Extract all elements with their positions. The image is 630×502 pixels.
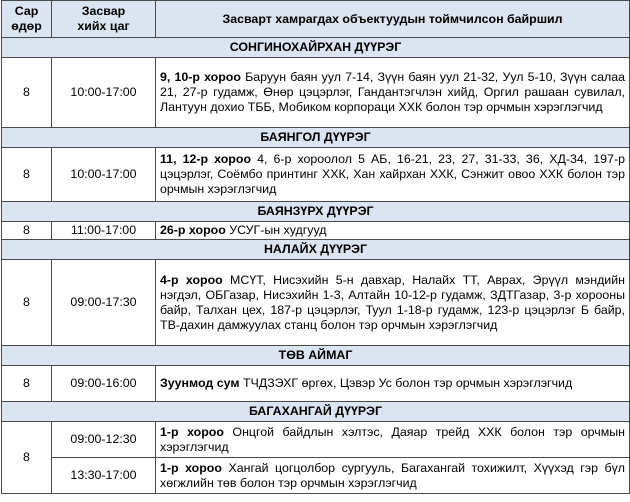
district-row — [2, 128, 630, 148]
district-name: БАЯНГОЛ ДҮҮРЭГ — [2, 128, 630, 148]
location-text: МСҮТ, Нисэхийн 5-н давхар, Налайх ТТ, Аврах, Эрүүл мэндийн нэгдэл, ОБГазар, Нисэхийн 1-3, Алтайн 10-12-р гудамж, ЗДТГазар, 3-р хорооны байр, Талхан цех, 187-р цэцэрлэг, Туул 1-18-р гудамж, 123-р цэцэрлэг Б байр, ТВ-дахин дамжуулах станц болон тэр орчмын хэрэглэгчид — [160, 272, 625, 332]
khoroo-label: 1-р хороо — [160, 424, 224, 439]
khoroo-label: 9, 10-р хороо — [160, 70, 241, 84]
day-cell: 8 — [2, 422, 52, 494]
table-row — [2, 58, 630, 128]
time-cell: 13:30-17:00 — [52, 458, 156, 494]
day-cell: 8 — [2, 222, 52, 240]
location-text: УСУГ-ын худгууд — [225, 223, 327, 237]
location-text: ТЧДЗЭХГ өргөх, Цэвэр Ус болон тэр орчмын хэрэглэгчид — [239, 376, 573, 390]
table-row — [2, 422, 630, 458]
district-name: БАЯНЗҮРХ ДҮҮРЭГ — [2, 202, 630, 222]
time-cell: 11:00-17:00 — [52, 222, 156, 240]
district-name: БАГАХАНГАЙ ДҮҮРЭГ — [2, 402, 630, 422]
header-time-line1: Засвар — [81, 4, 126, 18]
location-cell — [156, 222, 630, 240]
table-row — [2, 458, 630, 494]
district-row — [2, 402, 630, 422]
time-cell: 10:00-17:00 — [52, 58, 156, 128]
location-cell — [156, 58, 630, 128]
location-cell — [156, 148, 630, 202]
day-cell: 8 — [2, 366, 52, 402]
district-name: НАЛАЙХ ДҮҮРЭГ — [2, 240, 630, 260]
khoroo-label: 1-р хороо — [160, 460, 222, 475]
khoroo-label: Зуунмод сум — [160, 376, 240, 390]
location-text: 4, 6-р хороолол 5 АБ, 16-21, 23, 27, 31-33, 36, ХД-34, 197-р цэцэрлэг, Соёмбо принтинг ХХК, Хан хайрхан ХХК, Сэнжит овоо ХХК болон тэр орчмын хэрэглэгчид — [160, 152, 625, 196]
header-time-line2: хийх цаг — [77, 19, 130, 33]
header-location: Засварт хамрагдах объектуудын тоймчилсон байршил — [156, 1, 630, 38]
header-day-line1: Сар — [14, 4, 39, 18]
district-row — [2, 202, 630, 222]
day-cell: 8 — [2, 58, 52, 128]
table-row — [2, 148, 630, 202]
location-cell — [156, 458, 630, 494]
location-text: Онцгой байдлын хэлтэс, Даяар трейд ХХК болон тэр орчмын хэрэглэгчид — [160, 424, 625, 454]
district-row — [2, 346, 630, 366]
location-cell — [156, 422, 630, 458]
table-row — [2, 260, 630, 346]
location-text: Хангай цогцолбор сургууль, Багахангай тохижилт, Хүүхэд гэр бүл хөгжлийн төв болон тэр орчмын хэрэглэгчид — [160, 460, 625, 490]
day-cell: 8 — [2, 148, 52, 202]
table-row — [2, 222, 630, 240]
district-name: СОНГИНОХАЙРХАН ДҮҮРЭГ — [2, 38, 630, 58]
location-cell — [156, 260, 630, 346]
outage-schedule-table — [1, 0, 630, 494]
district-name: ТӨВ АЙМАГ — [2, 346, 630, 366]
header-time — [52, 1, 156, 38]
location-cell — [156, 366, 630, 402]
time-cell: 09:00-16:00 — [52, 366, 156, 402]
header-day-line2: өдөр — [11, 19, 42, 33]
khoroo-label: 26-р хороо — [160, 223, 226, 237]
table-row — [2, 366, 630, 402]
district-row — [2, 240, 630, 260]
header-row — [2, 1, 630, 38]
day-cell: 8 — [2, 260, 52, 346]
time-cell: 10:00-17:00 — [52, 148, 156, 202]
time-cell: 09:00-17:30 — [52, 260, 156, 346]
district-row — [2, 38, 630, 58]
khoroo-label: 4-р хороо — [160, 272, 223, 287]
khoroo-label: 11, 12-р хороо — [160, 152, 252, 166]
location-text: Баруун баян уул 7-14, Зүүн баян уул 21-32, Уул 5-10, Зүүн салаа 21, 27-р гудамж, Өнөр цэцэрлэг, Гандантэгчлэн хийд, Оргил рашаан сувилал, Лантуун дохио ТББ, Мобиком корпораци ХХК болон тэр орчмын хэрэглэгчид — [160, 70, 625, 114]
time-cell: 09:00-12:30 — [52, 422, 156, 458]
header-day — [2, 1, 52, 38]
